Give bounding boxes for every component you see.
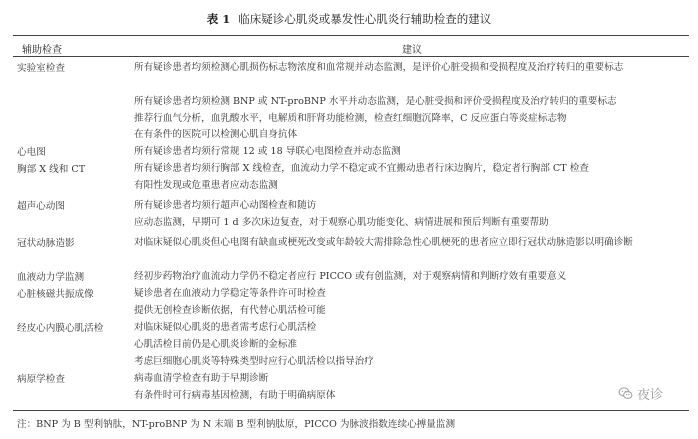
row-line: 疑诊患者在血液动力学稳定等条件许可时检查 [134,288,326,299]
row-line: 对临床疑似心肌炎的患者需考虑行心肌活检 [134,322,317,333]
row-line: 所有疑诊患者均须行胸部 X 线检查，血流动力学不稳定或不宜搬动患者行床边胸片，稳定者行胸部 CT 检查 [134,163,589,174]
row-line: 考虑巨细胞心肌炎等特殊类型时应行心肌活检以指导治疗 [134,356,374,367]
table-label: 表 1 [206,12,231,26]
row-line: 对临床疑似心肌炎但心电图有缺血或梗死改变或年龄较大需排除急性心肌梗死的患者应立即行冠状动脉造影以明确诊断 [134,237,633,248]
row-category: 心脏核磁共振成像 [17,289,94,300]
bottom-rule [13,410,689,411]
row-category: 心电图 [17,147,46,158]
row-line: 经初步药物治疗血流动力学仍不稳定者应行 PICCO 或有创监测，对于观察病情和判断疗效有重要意义 [134,271,567,282]
table-note: 注：BNP 为 B 型利钠肽，NT-proBNP 为 N 末端 B 型利钠肽原，PICCO 为脉波指数连续心搏量监测 [17,419,456,430]
row-line: 所有疑诊患者均须检测 BNP 或 NT-proBNP 水平并动态监测，是心脏受损和评价受损程度及治疗转归的重要标志 [134,96,617,107]
row-line: 所有疑诊患者均须行常规 12 或 18 导联心电图检查并动态监测 [134,146,401,157]
row-line: 应动态监测，早期可 1 d 多次床边复查，对于观察心肌功能变化、病情进展和预后判断有重要帮助 [134,217,549,228]
row-line: 有条件时可行病毒基因检测，有助于明确病原体 [134,390,336,401]
row-category: 胸部 X 线和 CT [17,164,86,175]
row-line: 推荐行血气分析，血乳酸水平，电解质和肝肾功能检测，检查红细胞沉降率，C 反应蛋白等炎症标志物 [134,113,567,124]
table-title: 临床疑诊心肌炎或暴发性心肌炎行辅助检查的建议 [238,12,492,26]
row-category: 超声心动图 [17,201,65,212]
row-category: 病原学检查 [17,374,65,385]
row-line: 有阳性发现或危重患者应动态监测 [134,180,278,191]
header-exam: 辅助检查 [22,45,62,56]
top-rule [13,35,689,36]
row-line: 提供无创检查诊断依据，有代替心肌活检可能 [134,305,326,316]
watermark [618,384,663,403]
table-title-line [0,11,698,27]
row-line: 所有疑诊患者均须检测心肌损伤标志物浓度和血常规并动态监测，是评价心脏受损和受损程度及治疗转归的重要标志 [134,62,624,73]
row-line: 所有疑诊患者均须行超声心动图检查和随访 [134,200,317,211]
row-line: 心肌活检目前仍是心肌炎诊断的金标准 [134,339,298,350]
header-rule [13,56,689,57]
wechat-icon [618,386,633,401]
row-line: 病毒血清学检查有助于早期诊断 [134,373,269,384]
header-advice: 建议 [402,45,422,56]
row-category: 血液动力学监测 [17,272,85,283]
watermark-text: 夜诊 [637,388,664,403]
row-category: 冠状动脉造影 [17,238,75,249]
row-category: 经皮心内膜心肌活检 [17,323,104,334]
row-line: 在有条件的医院可以检测心肌自身抗体 [134,129,298,140]
row-category: 实验室检查 [17,63,65,74]
